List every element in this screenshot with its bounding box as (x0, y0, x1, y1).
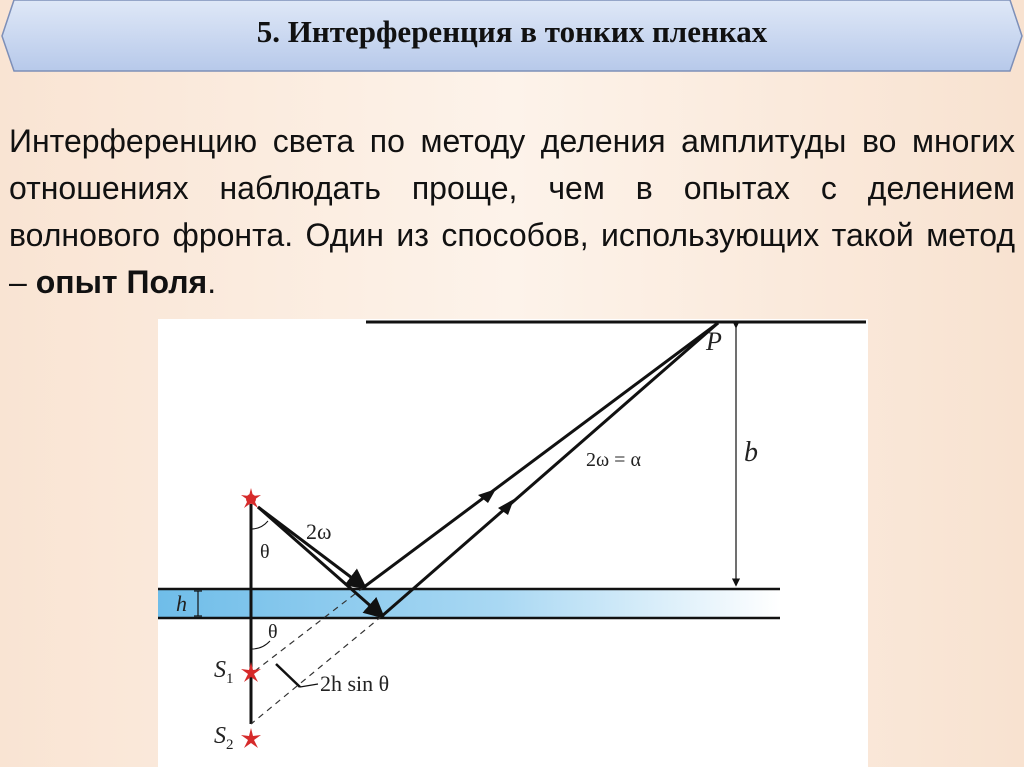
paragraph-end: . (207, 264, 217, 300)
label-path-difference: 2h sin θ (320, 671, 390, 696)
slide-title: 5. Интерференция в тонких пленках (256, 14, 768, 49)
body-paragraph (9, 118, 1015, 306)
title-bar (0, 0, 1024, 72)
label-theta-top: θ (260, 541, 270, 563)
label-S1: $S_1$ (214, 657, 234, 687)
label-2omega: 2ω (306, 519, 332, 544)
label-S2: $S_2$ (214, 723, 234, 753)
pohl-experiment-figure (158, 319, 868, 767)
label-P: P (706, 327, 722, 356)
label-b: b (744, 437, 758, 468)
paragraph-bold-term: опыт Поля (35, 264, 208, 300)
label-h: h (176, 591, 187, 616)
paragraph-text: Интерференцию света по методу деления амплитуды во многих отношениях наблюдать проще, чем в опытах с делением волнового фронта. Один из способов, использующих такой метод – (9, 123, 1015, 300)
label-alpha: 2ω = α (586, 449, 641, 471)
label-theta-bottom: θ (268, 621, 278, 643)
